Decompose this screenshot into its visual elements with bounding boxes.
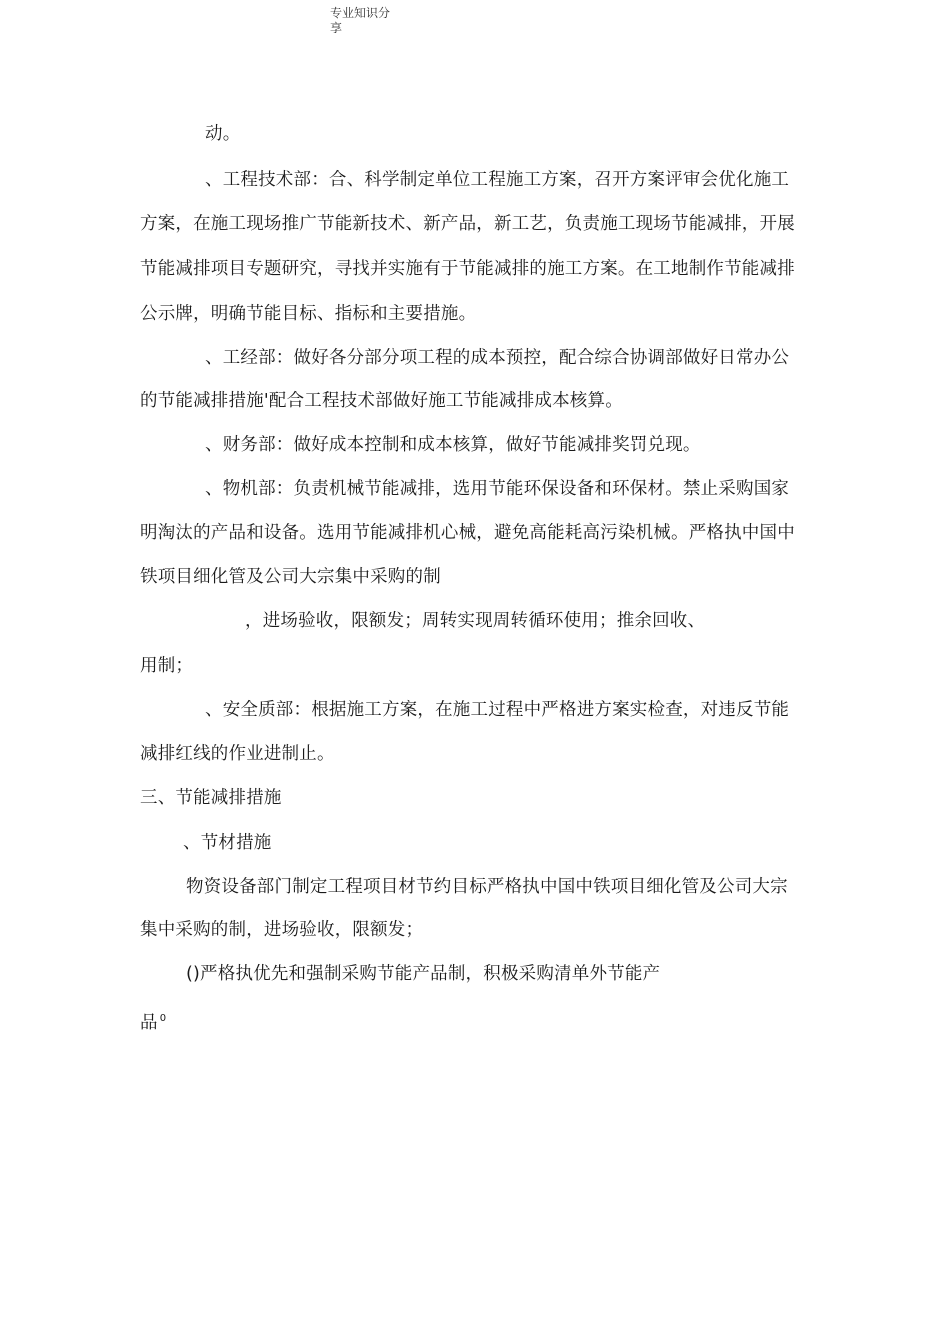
section-heading: 三、节能减排措施 [140,788,282,808]
text-line-9: 、物机部：负责机械节能减排，选用节能环保设备和环保材。禁止采购国家 [205,479,790,499]
text-line-12: ，进场验收，限额发；周转实现周转循环使用；推余回收、 [245,611,706,631]
text-line-1: 动。 [205,124,241,144]
subsection-heading: 、节材措施 [183,833,272,853]
text-line-21-superscript: 0 [159,1013,167,1024]
text-line-20: ()严格执优先和强制采购节能产品制，积极采购清单外节能产 [186,964,661,984]
header-note [330,6,410,36]
text-line-5: 公示牌，明确节能目标、指标和主要措施。 [140,304,477,324]
text-line-14: 、安全质部：根据施工方案，在施工过程中严格进方案实检查，对违反节能 [205,700,790,720]
text-line-8: 、财务部：做好成本控制和成本核算，做好节能减排奖罚兑现。 [205,435,701,455]
text-line-11: 铁项目细化管及公司大宗集中采购的制 [140,567,441,587]
text-line-4: 节能减排项目专题研究，寻找并实施有于节能减排的施工方案。在工地制作节能减排 [140,259,795,279]
text-line-6: 、工经部：做好各分部分项工程的成本预控，配合综合协调部做好日常办公 [205,348,790,368]
text-line-2: 、工程技术部：合、科学制定单位工程施工方案，召开方案评审会优化施工 [205,170,790,190]
text-line-7: 的节能减排措施'配合工程技术部做好施工节能减排成本核算。 [140,391,623,411]
text-line-13: 用制； [140,656,194,676]
text-line-19: 集中采购的制，进场验收，限额发； [140,920,424,940]
text-line-21-main: 品 [140,1012,158,1033]
text-line-15: 减排红线的作业进制止。 [140,744,335,764]
header-note-line-1: 专业知识分 [330,6,391,20]
text-line-18: 物资设备部门制定工程项目材节约目标严格执中国中铁项目细化管及公司大宗 [186,877,788,897]
text-line-21 [140,1007,166,1035]
text-line-10: 明淘汰的产品和设备。选用节能减排机心械，避免高能耗高污染机械。严格执中国中 [140,523,795,543]
header-note-line-2: 享 [330,21,343,35]
text-line-3: 方案，在施工现场推广节能新技术、新产品，新工艺，负责施工现场节能减排，开展 [140,214,795,234]
